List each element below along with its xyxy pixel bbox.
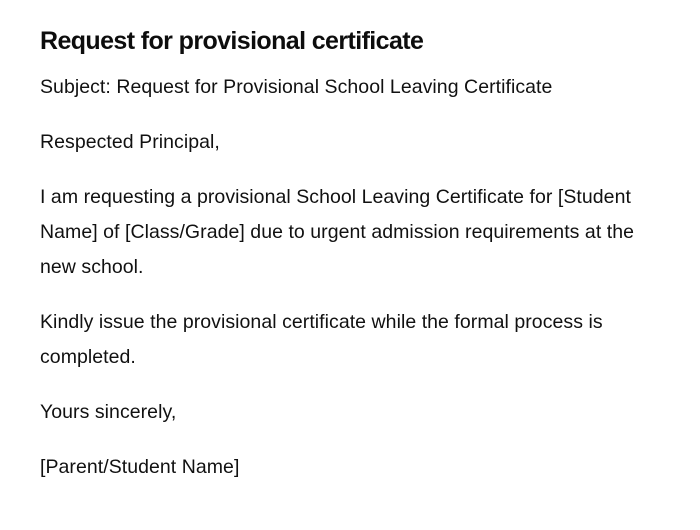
document-title: Request for provisional certificate: [40, 27, 424, 55]
body-paragraph: Kindly issue the provisional certificate while the formal process is completed.: [40, 311, 603, 368]
body-paragraph: I am requesting a provisional School Leaving Certificate for [Student Name] of [Class/Grade] due to urgent admission requirements at the new school.: [40, 186, 635, 278]
letter-document: [40, 24, 660, 505]
signature: [Parent/Student Name]: [40, 456, 240, 478]
subject-line: Subject: Request for Provisional School Leaving Certificate: [40, 76, 553, 98]
closing: Yours sincerely,: [40, 401, 177, 423]
salutation: Respected Principal,: [40, 131, 220, 153]
